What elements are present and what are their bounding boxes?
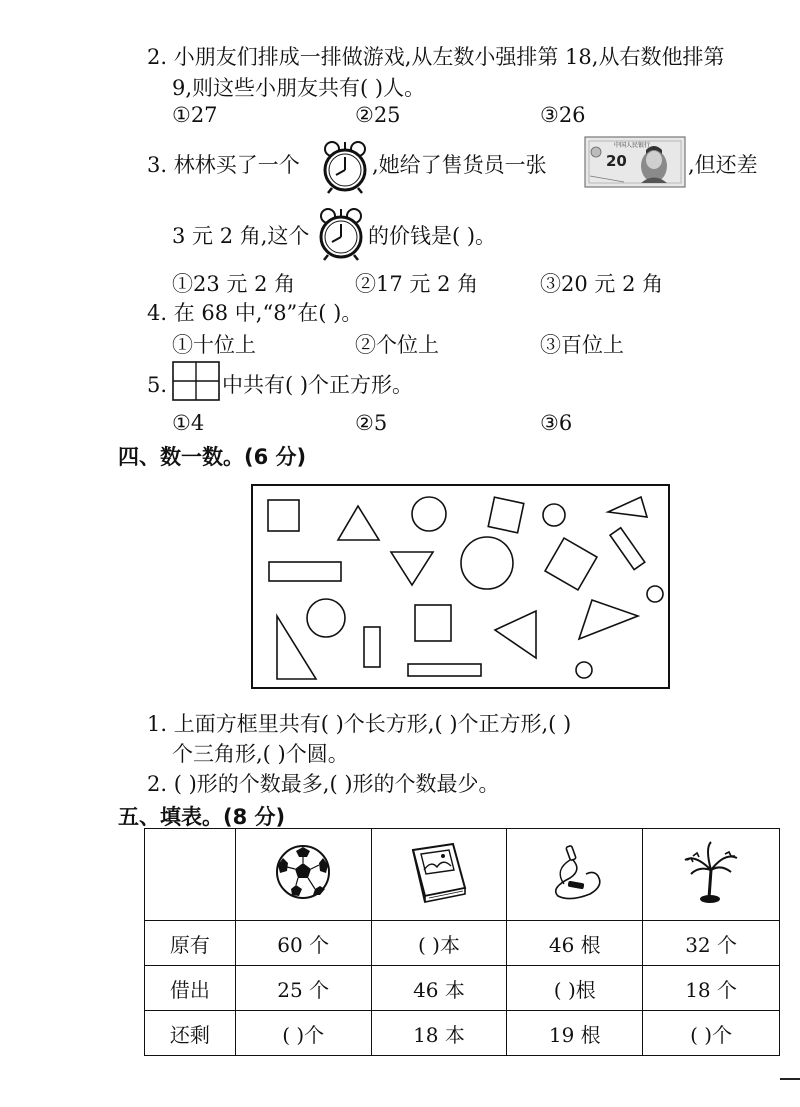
cell-original-football: 60 个	[235, 921, 371, 966]
q5-option-1[interactable]: ①4	[172, 411, 205, 435]
shape-square-2	[488, 497, 524, 533]
shape-rectangle-1	[269, 562, 341, 581]
shape-triangle-5	[277, 616, 316, 679]
section5-heading: 五、填表。(8 分)	[118, 805, 286, 829]
q2-option-1[interactable]: ①27	[172, 103, 218, 127]
q3-line1-b: ,她给了售货员一张	[372, 153, 547, 177]
row-label-remaining: 还剩	[145, 1011, 236, 1056]
cell-original-book[interactable]: ( )本	[371, 921, 507, 966]
cell-remaining-book: 18 本	[371, 1011, 507, 1056]
cell-original-rope: 46 根	[507, 921, 643, 966]
cell-lent-football: 25 个	[235, 966, 371, 1011]
shapes-drawing	[251, 484, 670, 689]
table-corner-cell	[145, 829, 236, 921]
section4-q2-line: 2. ( )形的个数最多,( )形的个数最少。	[147, 772, 500, 796]
shape-circle-3	[461, 537, 513, 589]
shape-circle-6	[576, 662, 592, 678]
table-header-row	[145, 829, 780, 921]
shape-circle-1	[412, 497, 446, 531]
q3-option-2[interactable]: ②17 元 2 角	[355, 272, 479, 296]
shape-triangle-1	[338, 506, 379, 540]
banknote-value: 20	[606, 152, 627, 170]
section4-q1-line2: 个三角形,( )个圆。	[172, 742, 349, 766]
shape-square-3	[545, 538, 597, 590]
q3-line1-c: ,但还差	[688, 153, 758, 177]
shape-triangle-6	[495, 611, 536, 658]
table-row-remaining	[145, 1011, 780, 1056]
q2-line2: 9,则这些小朋友共有( )人。	[172, 76, 426, 100]
shape-circle-5	[307, 599, 345, 637]
plant-column-header	[643, 829, 780, 921]
row-label-lent: 借出	[145, 966, 236, 1011]
cell-lent-rope[interactable]: ( )根	[507, 966, 643, 1011]
fill-table	[144, 828, 780, 1056]
q3-line2-a: 3 元 2 角,这个	[172, 224, 310, 248]
cell-original-plant: 32 个	[643, 921, 780, 966]
cell-remaining-rope: 19 根	[507, 1011, 643, 1056]
shape-triangle-4	[579, 600, 638, 639]
q4-option-1[interactable]: ①十位上	[172, 333, 256, 357]
alarm-clock-icon-2	[316, 207, 366, 261]
row-label-original: 原有	[145, 921, 236, 966]
section4-heading: 四、数一数。(6 分)	[118, 445, 307, 469]
q2-option-3[interactable]: ③26	[540, 103, 586, 127]
cell-lent-book: 46 本	[371, 966, 507, 1011]
q5-option-3[interactable]: ③6	[540, 411, 573, 435]
q4-option-2[interactable]: ②个位上	[355, 333, 439, 357]
q3-line1-a: 3. 林林买了一个	[147, 153, 300, 177]
q2-option-2[interactable]: ②25	[355, 103, 401, 127]
book-column-header	[371, 829, 507, 921]
q3-line2-b: 的价钱是( )。	[368, 224, 497, 248]
shape-counting-box	[251, 484, 670, 689]
football-column-header	[235, 829, 371, 921]
shape-triangle-3	[391, 552, 433, 585]
q2-line1: 2. 小朋友们排成一排做游戏,从左数小强排第 18,从右数他排第	[147, 45, 725, 69]
shape-rectangle-2	[610, 528, 645, 570]
jump-rope-icon	[540, 840, 610, 904]
table-row-lent	[145, 966, 780, 1011]
banknote-caption: 中国人民银行	[614, 142, 651, 149]
square-grid-figure	[172, 361, 220, 401]
q4-option-3[interactable]: ③百位上	[540, 333, 624, 357]
shape-rectangle-3	[364, 627, 380, 667]
shape-square-1	[268, 500, 299, 531]
cell-remaining-football[interactable]: ( )个	[235, 1011, 371, 1056]
section4-q1-line1: 1. 上面方框里共有( )个长方形,( )个正方形,( )	[147, 712, 572, 736]
shape-circle-2	[543, 504, 565, 526]
q4-line: 4. 在 68 中,“8”在( )。	[147, 301, 363, 325]
cell-remaining-plant[interactable]: ( )个	[643, 1011, 780, 1056]
shape-square-4	[415, 605, 451, 641]
alarm-clock-icon	[320, 140, 370, 194]
q3-option-3[interactable]: ③20 元 2 角	[540, 272, 664, 296]
q5-option-2[interactable]: ②5	[355, 411, 388, 435]
cell-lent-plant: 18 个	[643, 966, 780, 1011]
jump-rope-column-header	[507, 829, 643, 921]
page-edge-mark	[780, 1078, 800, 1080]
plant-icon	[681, 840, 741, 904]
banknote-icon	[584, 136, 686, 188]
table-row-original	[145, 921, 780, 966]
football-icon	[274, 843, 332, 901]
shape-rectangle-4	[408, 664, 481, 676]
shape-triangle-2	[608, 497, 647, 517]
q5-line: 中共有( )个正方形。	[222, 373, 414, 397]
q3-option-1[interactable]: ①23 元 2 角	[172, 272, 296, 296]
book-icon	[407, 840, 471, 904]
q5-number: 5.	[147, 373, 168, 397]
shape-circle-4	[647, 586, 663, 602]
